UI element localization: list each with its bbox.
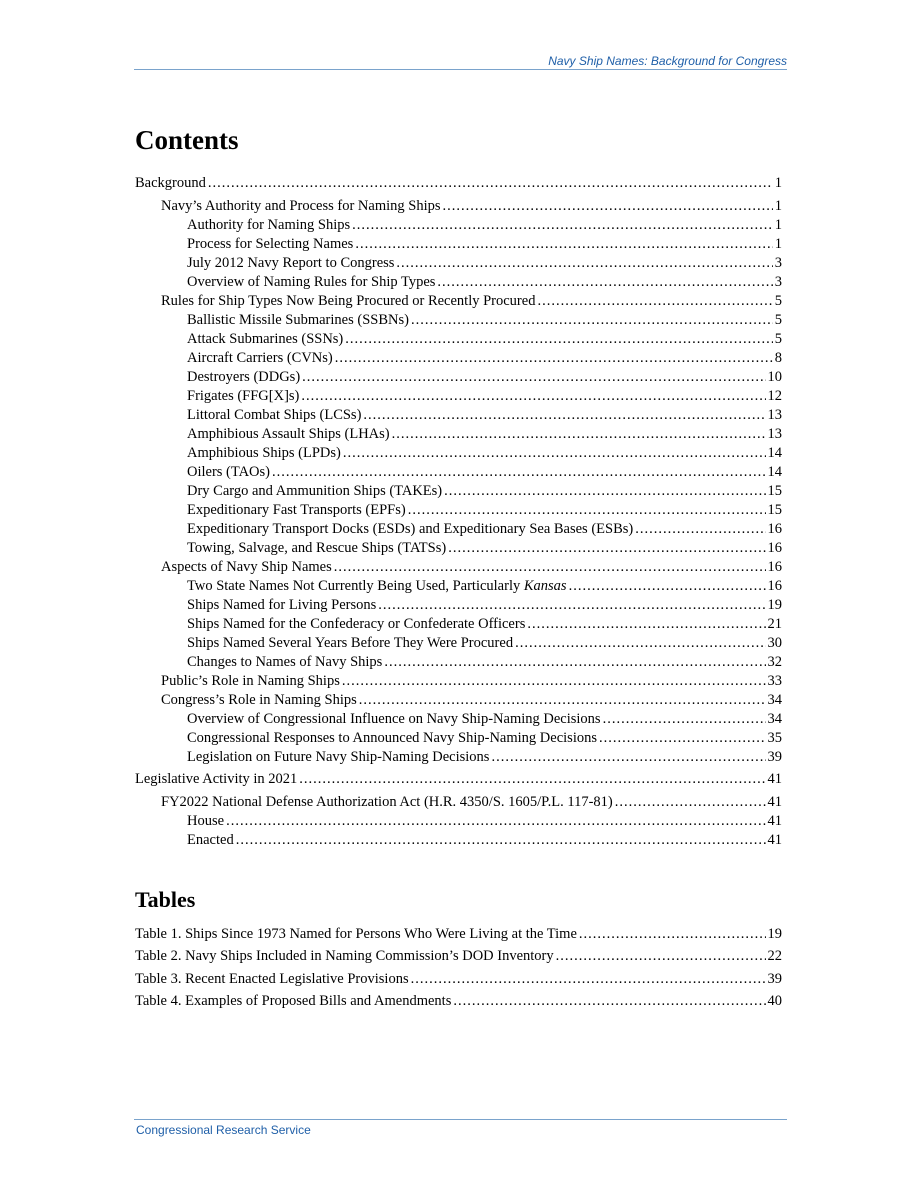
- toc-entry-title: Ships Named for Living Persons: [187, 597, 377, 613]
- toc-entry-page: 33: [767, 673, 782, 689]
- toc-entry-page: 41: [767, 794, 782, 810]
- toc-entry[interactable]: [187, 463, 782, 482]
- toc-entry-page: 21: [767, 616, 782, 632]
- toc-entry-page: 15: [767, 502, 782, 518]
- footer-organization: Congressional Research Service: [136, 1123, 311, 1137]
- tables-heading: Tables: [135, 887, 196, 912]
- toc-entry-page: 34: [767, 692, 782, 708]
- toc-entry-page: 3: [774, 255, 782, 271]
- toc-entry[interactable]: [161, 793, 782, 812]
- table-entry-page: 19: [767, 926, 782, 942]
- toc-entry-title: Legislative Activity in 2021: [135, 771, 298, 787]
- toc-entry-page: 41: [767, 813, 782, 829]
- toc-entry-page: 16: [767, 540, 782, 556]
- toc-entry-page: 34: [767, 711, 782, 727]
- toc-entry-page: 14: [767, 445, 782, 461]
- toc-entry[interactable]: [135, 770, 782, 789]
- toc-entry-page: 14: [767, 464, 782, 480]
- toc-entry[interactable]: [187, 235, 782, 254]
- toc-entry-title: Dry Cargo and Ammunition Ships (TAKEs): [187, 483, 443, 499]
- toc-entry-title: Aspects of Navy Ship Names: [161, 559, 332, 575]
- toc-entry[interactable]: [187, 748, 782, 767]
- toc-entry[interactable]: [187, 254, 782, 273]
- toc-entry[interactable]: [135, 174, 782, 193]
- toc-entry-page: 1: [774, 236, 782, 252]
- toc-entry-title: Littoral Combat Ships (LCSs): [187, 407, 362, 423]
- toc-entry[interactable]: [187, 812, 782, 831]
- table-entry-title: Table 2. Navy Ships Included in Naming Commission’s DOD Inventory: [135, 948, 554, 964]
- toc-entry-title: Expeditionary Transport Docks (ESDs) and Expeditionary Sea Bases (ESBs): [187, 521, 634, 537]
- toc-entry-page: 41: [767, 771, 782, 787]
- toc-entry-page: 5: [774, 312, 782, 328]
- toc-entry-page: 12: [767, 388, 782, 404]
- footer-rule: [134, 1119, 787, 1120]
- toc-entry-page: 1: [774, 198, 782, 214]
- toc-entry-title: Destroyers (DDGs): [187, 369, 301, 385]
- toc-entry[interactable]: [187, 387, 782, 406]
- toc-entry-title: Changes to Names of Navy Ships: [187, 654, 383, 670]
- table-entry-page: 40: [767, 993, 782, 1009]
- toc-entry[interactable]: [161, 558, 782, 577]
- table-list-entry[interactable]: [135, 992, 782, 1011]
- toc-entry-title: Process for Selecting Names: [187, 236, 354, 252]
- table-entry-title: Table 4. Examples of Proposed Bills and Amendments: [135, 993, 452, 1009]
- toc-entry[interactable]: [187, 444, 782, 463]
- toc-entry-title: Overview of Congressional Influence on Navy Ship-Naming Decisions: [187, 711, 601, 727]
- contents-heading: Contents: [135, 125, 239, 155]
- running-header: Navy Ship Names: Background for Congress: [548, 54, 787, 68]
- toc-entry-page: 1: [774, 175, 782, 191]
- toc-entry-page: 35: [767, 730, 782, 746]
- toc-entry-title: Expeditionary Fast Transports (EPFs): [187, 502, 406, 518]
- toc-entry[interactable]: [187, 311, 782, 330]
- toc-entry[interactable]: [187, 216, 782, 235]
- toc-entry-title: Congressional Responses to Announced Navy Ship-Naming Decisions: [187, 730, 597, 746]
- toc-entry[interactable]: [187, 368, 782, 387]
- toc-entry-title: July 2012 Navy Report to Congress: [187, 255, 395, 271]
- toc-entry-title: Overview of Naming Rules for Ship Types: [187, 274, 436, 290]
- toc-entry-title: FY2022 National Defense Authorization Act (H.R. 4350/S. 1605/P.L. 117-81): [161, 794, 613, 810]
- toc-entry-page: 5: [774, 331, 782, 347]
- toc-entry-page: 13: [767, 407, 782, 423]
- toc-entry-page: 13: [767, 426, 782, 442]
- toc-entry-title: Public’s Role in Naming Ships: [161, 673, 340, 689]
- toc-entry-page: 15: [767, 483, 782, 499]
- toc-entry[interactable]: [187, 634, 782, 653]
- toc-entry-page: 41: [767, 832, 782, 848]
- toc-entry[interactable]: [187, 596, 782, 615]
- table-entry-title: Table 3. Recent Enacted Legislative Provisions: [135, 971, 409, 987]
- toc-entry-title: Navy’s Authority and Process for Naming Ships: [161, 198, 441, 214]
- toc-entry-title: Amphibious Assault Ships (LHAs): [187, 426, 390, 442]
- toc-entry[interactable]: [187, 482, 782, 501]
- table-list-entry[interactable]: [135, 947, 782, 966]
- toc-entry-page: 1: [774, 217, 782, 233]
- toc-entry[interactable]: [187, 539, 782, 558]
- toc-entry[interactable]: [161, 197, 782, 216]
- toc-entry-page: 16: [767, 578, 782, 594]
- toc-entry[interactable]: [187, 653, 782, 672]
- toc-entry[interactable]: [161, 292, 782, 311]
- toc-entry[interactable]: [187, 520, 782, 539]
- toc-entry-title: Aircraft Carriers (CVNs): [187, 350, 333, 366]
- table-list-entry[interactable]: [135, 925, 782, 944]
- toc-entry-title: Legislation on Future Navy Ship-Naming Decisions: [187, 749, 490, 765]
- toc-entry-italic: Kansas: [523, 578, 567, 594]
- toc-entry-title: Congress’s Role in Naming Ships: [161, 692, 357, 708]
- toc-entry-page: 5: [774, 293, 782, 309]
- toc-entry-page: 3: [774, 274, 782, 290]
- toc-entry-page: 32: [767, 654, 782, 670]
- toc-entry[interactable]: [187, 615, 782, 634]
- toc-entry-page: 39: [767, 749, 782, 765]
- toc-entry[interactable]: [187, 349, 782, 368]
- toc-entry-title: Frigates (FFG[X]s): [187, 388, 300, 404]
- toc-entry-title: Rules for Ship Types Now Being Procured or Recently Procured: [161, 293, 536, 309]
- toc-entry[interactable]: [187, 406, 782, 425]
- table-entry-page: 39: [767, 971, 782, 987]
- toc-entry[interactable]: [187, 501, 782, 520]
- toc-entry[interactable]: [187, 831, 782, 850]
- toc-entry-title: Oilers (TAOs): [187, 464, 270, 480]
- toc-entry-title: Ships Named Several Years Before They Were Procured: [187, 635, 514, 651]
- toc-entry-title: Ships Named for the Confederacy or Confederate Officers: [187, 616, 526, 632]
- table-entry-page: 22: [767, 948, 782, 964]
- toc-entry[interactable]: [161, 691, 782, 710]
- toc-entry[interactable]: [187, 330, 782, 349]
- toc-entry-title: Two State Names Not Currently Being Used, Particularly Kansas: [187, 578, 567, 594]
- toc-entry-page: 8: [774, 350, 782, 366]
- toc-entry-title: Attack Submarines (SSNs): [187, 331, 344, 347]
- toc-entry-page: 16: [767, 521, 782, 537]
- toc-entry-title: Towing, Salvage, and Rescue Ships (TATSs): [187, 540, 447, 556]
- toc-entry-page: 30: [767, 635, 782, 651]
- toc-entry[interactable]: [187, 729, 782, 748]
- toc-entry[interactable]: [161, 672, 782, 691]
- table-list-entry[interactable]: [135, 970, 782, 989]
- toc-entry[interactable]: [187, 710, 782, 729]
- table-entry-title: Table 1. Ships Since 1973 Named for Persons Who Were Living at the Time: [135, 926, 577, 942]
- toc-entry-title: Enacted: [187, 832, 234, 848]
- toc-entry-title: Authority for Naming Ships: [187, 217, 351, 233]
- toc-entry-title: Ballistic Missile Submarines (SSBNs): [187, 312, 409, 328]
- toc-entry[interactable]: [187, 273, 782, 292]
- toc-entry[interactable]: [187, 577, 782, 596]
- toc-entry-page: 10: [767, 369, 782, 385]
- toc-entry[interactable]: [187, 425, 782, 444]
- toc-entry-title: Amphibious Ships (LPDs): [187, 445, 341, 461]
- toc-entry-page: 19: [767, 597, 782, 613]
- toc-entry-title: House: [187, 813, 225, 829]
- header-rule: [134, 69, 787, 70]
- toc-entry-page: 16: [767, 559, 782, 575]
- toc-entry-title: Background: [135, 175, 206, 191]
